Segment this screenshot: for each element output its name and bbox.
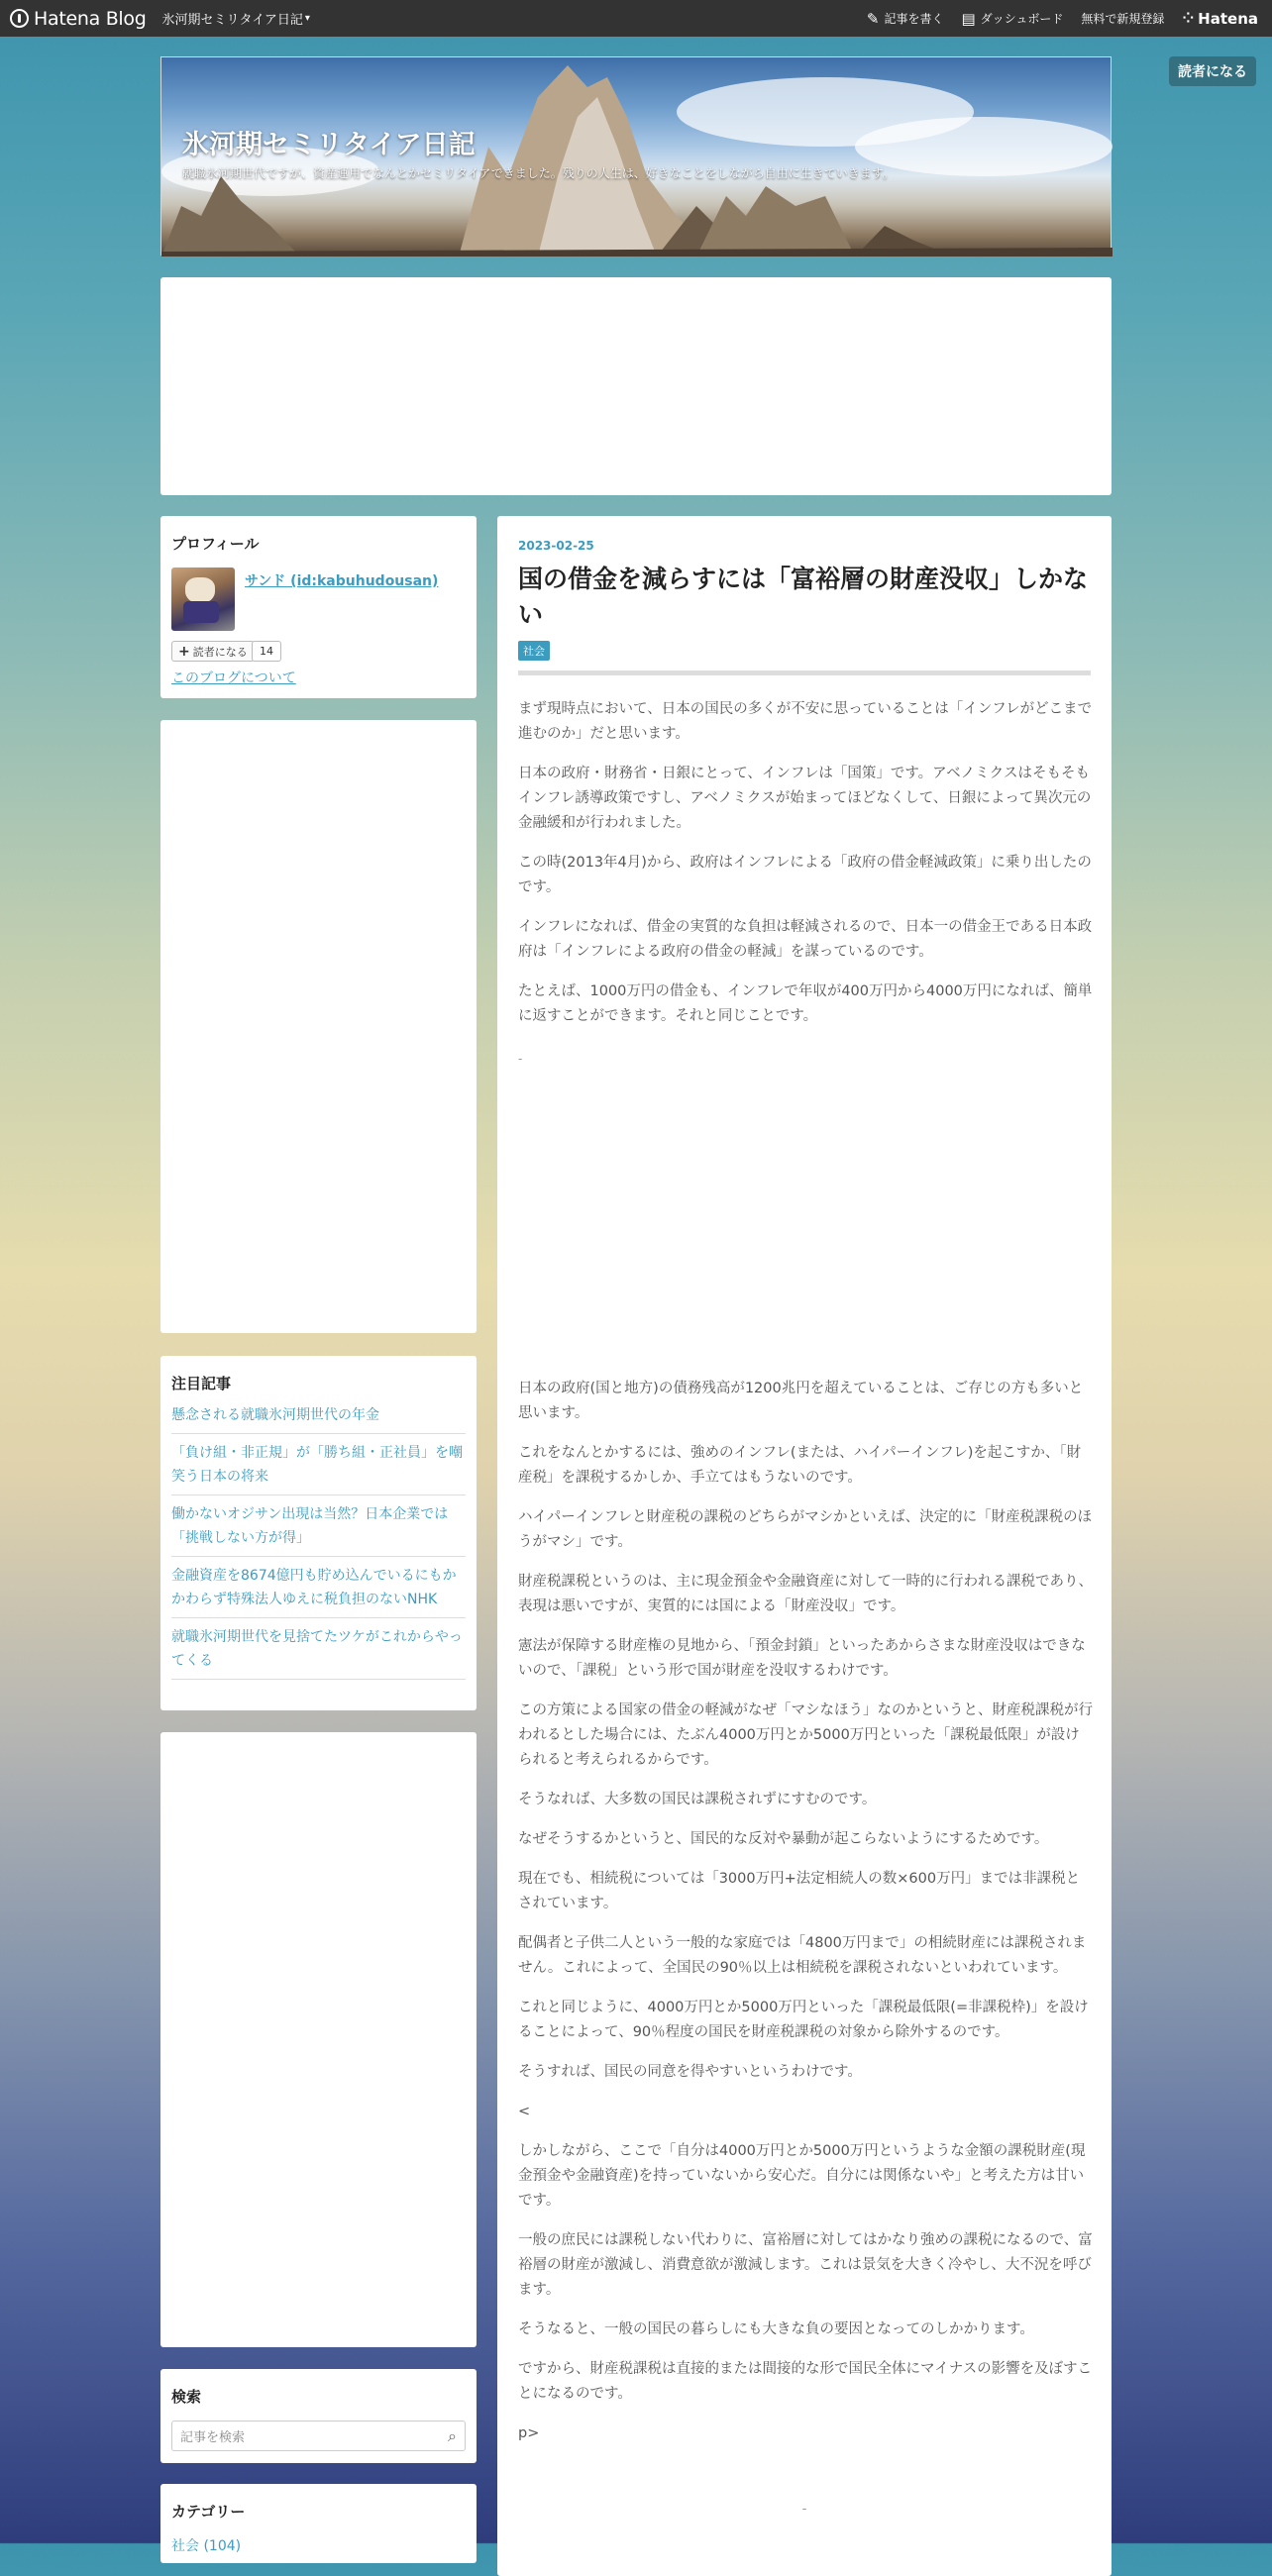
- featured-item[interactable]: 「負け組・非正規」が「勝ち組・正社員」を嘲笑う日本の将来: [171, 1434, 466, 1495]
- paragraph: 財産税課税というのは、主に現金預金や金融資産に対して一時的に行われる課税であり、表現は悪いですが、実質的には国による「財産没収」です。: [518, 1574, 1093, 1614]
- category-badge[interactable]: 社会: [518, 641, 550, 661]
- signup-link[interactable]: [1081, 10, 1164, 27]
- article: [497, 516, 1112, 2576]
- search-heading: 検索: [171, 2388, 202, 2406]
- hatena-logo-icon: [10, 9, 29, 28]
- hatena-blog-logo[interactable]: [10, 8, 147, 30]
- blog-name-label: 氷河期セミリタイア日記: [161, 13, 303, 28]
- paragraph: なぜそうするかというと、国民的な反対や暴動が起こらないようにするためです。: [518, 1831, 1049, 1847]
- featured-item[interactable]: 就職氷河期世代を見捨てたツケがこれからやってくる: [171, 1618, 466, 1680]
- title-divider: [518, 670, 1091, 675]
- ad-sidebar-2: [160, 1732, 477, 2347]
- chevron-down-icon: ▾: [304, 13, 310, 24]
- subscriber-count: 14: [252, 641, 281, 662]
- profile-module: [160, 516, 477, 698]
- blog-title[interactable]: 氷河期セミリタイア日記: [182, 130, 476, 160]
- paragraph: p>: [518, 2425, 540, 2441]
- paragraph: まず現時点において、日本の国民の多くが不安に思っていることは「インフレがどこまで進むのか」だと思います。: [518, 701, 1093, 742]
- paragraph: そうなれば、大多数の国民は課税されずにすむのです。: [518, 1792, 877, 1807]
- article-date[interactable]: 2023-02-25: [518, 539, 594, 553]
- search-icon[interactable]: ⌕: [448, 2425, 457, 2445]
- paragraph: <: [518, 2104, 531, 2119]
- paragraph: この方策による国家の借金の軽減がなぜ「マシなほう」なのかというと、財産税課税が行われるとした場合には、たぶん4000万円とか5000万円といった「課税最低限」が設けられると考えられるからです。: [518, 1702, 1093, 1768]
- hatena-menu[interactable]: [1182, 10, 1258, 28]
- paragraph: 日本の政府(国と地方)の債務残高が1200兆円を超えていることは、ご存じの方も多いと思います。: [518, 1381, 1084, 1421]
- hatena-label: Hatena: [1198, 9, 1258, 28]
- paragraph: そうなると、一般の国民の暮らしにも大きな負の要因となってのしかかります。: [518, 2321, 1034, 2337]
- pencil-icon: ✎: [866, 9, 880, 28]
- dashboard-label: ダッシュボード: [980, 12, 1064, 26]
- search-input[interactable]: [171, 2421, 466, 2451]
- paragraph: これをなんとかするには、強めのインフレ(または、ハイパーインフレ)を起こすか、「財産税」を課税するかしか、手立てはもうないのです。: [518, 1445, 1082, 1486]
- category-module: [160, 2484, 477, 2563]
- article-body-1: [518, 697, 1093, 1044]
- category-item[interactable]: 社会 (104): [171, 2538, 242, 2554]
- paragraph: これと同じように、4000万円とか5000万円といった「課税最低限(=非課税枠)」を設けることによって、90％程度の国民を財産税課税の対象から除外するのです。: [518, 2000, 1089, 2040]
- blog-name-menu[interactable]: [162, 9, 310, 28]
- bottom-separator: -: [801, 2502, 807, 2517]
- ad-sidebar-1: [160, 720, 477, 1333]
- featured-item[interactable]: 働かないオジサン出現は当然？日本企業では「挑戦しない方が得」: [171, 1495, 466, 1557]
- article-body-2: [518, 1377, 1093, 2461]
- paragraph: ハイパーインフレと財産税の課税のどちらがマシかといえば、決定的に「財産税課税のほうがマシ」です。: [518, 1509, 1093, 1550]
- write-label: 記事を書く: [884, 12, 944, 26]
- paragraph: そうすれば、国民の同意を得やすいというわけです。: [518, 2064, 862, 2080]
- paragraph: この時(2013年4月)から、政府はインフレによる「政府の借金軽減政策」に乗り出したのです。: [518, 855, 1092, 895]
- featured-module: [160, 1356, 477, 1710]
- subscribe-button-top[interactable]: 読者になる: [1169, 56, 1256, 86]
- blog-description: 就職氷河期世代ですが、資産運用でなんとかセミリタイアできました。残りの人生は、好きなことをしながら自由に生きていきます。: [182, 166, 895, 180]
- paragraph: たとえば、1000万円の借金も、インフレで年収が400万円から4000万円になれば、簡単に返すことができます。それと同じことです。: [518, 983, 1093, 1024]
- search-module: [160, 2369, 477, 2463]
- featured-heading: 注目記事: [171, 1375, 232, 1392]
- hatena-dots-icon: ⁘: [1182, 10, 1195, 27]
- paragraph: インフレになれば、借金の実質的な負担は軽減されるので、日本一の借金王である日本政府は「インフレによる政府の借金の軽減」を謀っているのです。: [518, 919, 1093, 960]
- profile-name-link[interactable]: サンド (id:kabuhudousan): [245, 573, 439, 589]
- featured-item[interactable]: 金融資産を8674億円も貯め込んでいるにもかかわらず特殊法人ゆえに税負担のないNHK: [171, 1557, 466, 1618]
- paragraph: 配偶者と子供二人という一般的な家庭では「4800万円まで」の相続財産には課税されません。これによって、全国民の90％以上は相続税を課税されないといわれています。: [518, 1935, 1087, 1976]
- subscribe-button[interactable]: [171, 641, 255, 662]
- category-heading: カテゴリー: [171, 2503, 246, 2521]
- blog-header: [160, 56, 1112, 256]
- subscribe-label: 読者になる: [192, 645, 248, 659]
- about-blog-link[interactable]: このブログについて: [171, 670, 296, 686]
- paragraph: しかしながら、ここで「自分は4000万円とか5000万円というような金額の課税財産(現金預金や金融資産)を持っていないから安心だ。自分には関係ないや」と考えた方は甘いです。: [518, 2143, 1086, 2209]
- paragraph: 日本の政府・財務省・日銀にとって、インフレは「国策」です。アベノミクスはそもそもインフレ誘導政策ですし、アベノミクスが始まってほどなくして、日銀によって異次元の金融緩和が行われました。: [518, 766, 1092, 831]
- ad-banner-top: [160, 277, 1112, 495]
- ad-separator: -: [518, 1052, 523, 1066]
- featured-list: [171, 1403, 466, 1680]
- paragraph: 一般の庶民には課税しない代わりに、富裕層に対してはかなり強めの課税になるので、富裕層の財産が激減し、消費意欲が激減します。これは景気を大きく冷やし、大不況を呼びます。: [518, 2232, 1093, 2298]
- global-header: [0, 0, 1272, 37]
- paragraph: ですから、財産税課税は直接的または間接的な形で国民全体にマイナスの影響を及ぼすことになるのです。: [518, 2361, 1093, 2402]
- featured-item[interactable]: 懸念される就職氷河期世代の年金: [171, 1403, 466, 1434]
- write-article-link[interactable]: [867, 10, 944, 28]
- article-title[interactable]: 国の借金を減らすには「富裕層の財産没収」しかない: [518, 565, 1089, 629]
- profile-heading: プロフィール: [171, 535, 260, 553]
- paragraph: 現在でも、相続税については「3000万円+法定相続人の数×600万円」までは非課税とされています。: [518, 1871, 1081, 1911]
- logo-text: Hatena Blog: [34, 7, 147, 30]
- paragraph: 憲法が保障する財産権の見地から、「預金封鎖」といったあからさまな財産没収はできないので、「課税」という形で国が財産を没収するわけです。: [518, 1638, 1086, 1679]
- search-placeholder: 記事を検索: [180, 2430, 246, 2445]
- dashboard-icon: ▤: [961, 9, 976, 28]
- avatar[interactable]: [171, 567, 235, 631]
- dashboard-link[interactable]: [961, 10, 1063, 28]
- plus-icon: +: [178, 643, 190, 660]
- signup-label: 無料で新規登録: [1081, 12, 1165, 26]
